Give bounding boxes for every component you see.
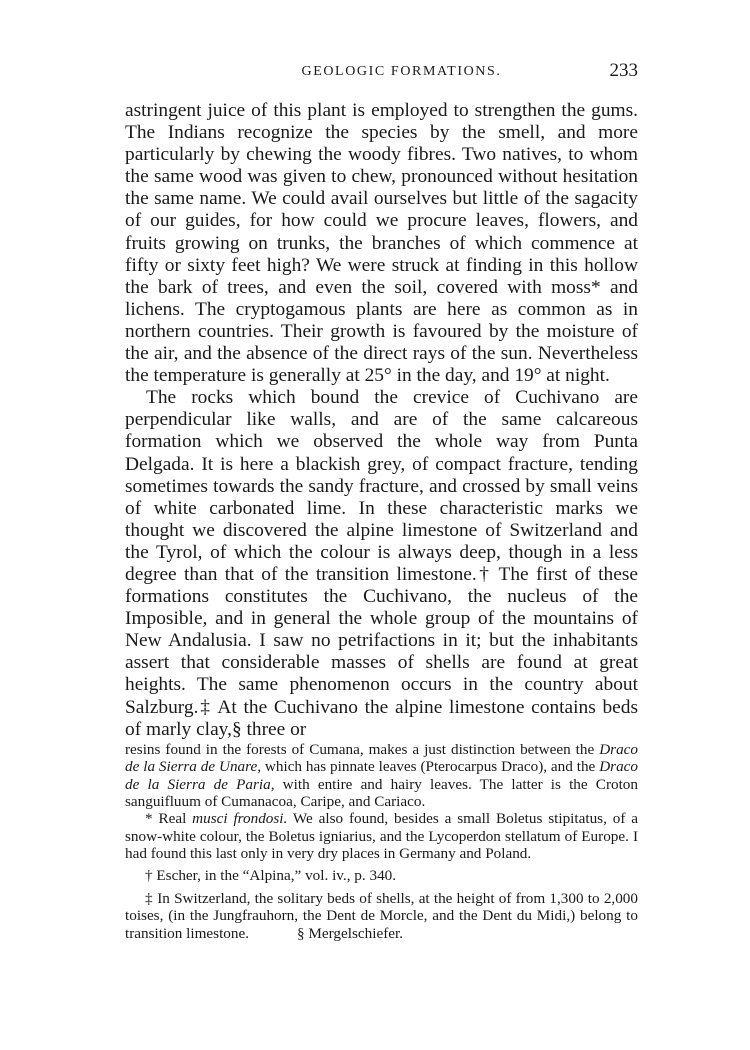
footnote-text: which has pinnate leaves (Pterocarpus Draco), and the — [261, 758, 600, 776]
footnote-section: § Mergelschiefer. — [297, 924, 404, 942]
footnote-italic: Draco de la Sierra de Unare, — [125, 740, 638, 776]
running-head — [125, 60, 638, 86]
footnote-double-dagger — [125, 890, 638, 942]
page-number: 233 — [609, 60, 638, 81]
footnote-marker: * Real — [145, 810, 193, 828]
footnote-continued — [125, 741, 638, 811]
footnote-text: with entire and hairy leaves. The latter is the Croton sanguifluum of Cumanacoa, Caripe, and Cariaco. — [125, 775, 638, 810]
footnote-dagger: † Escher, in the “Alpina,” vol. iv., p. 340. — [145, 866, 397, 884]
footnote-text: resins found in the forests of Cumana, makes a just distinction between the — [125, 740, 600, 758]
footnote-text: We also found, besides a small Boletus stipitatus, of a snow-white colour, the Boletus igniarius, and the Lycoperdon stellatum of Europe. I had found this last only in very dry places in Germany and Poland. — [125, 810, 638, 863]
footnote-italic: Draco de la Sierra de Paria, — [125, 758, 638, 793]
book-page — [125, 60, 638, 942]
running-title: GEOLOGIC FORMATIONS. — [301, 64, 502, 79]
paragraph: astringent juice of this plant is employed to strengthen the gums. The Indians recognize the species by the smell, and more particularly by chewing the woody fibres. Two natives, to whom the same wood was given to chew, pronounced without hesitation the same name. We could avail ourselves but little of the sagacity of our guides, for how could we procure leaves, flowers, and fruits growing on trunks, the branches of which commence at fifty or sixty feet high? We were struck at finding in this hollow the bark of trees, and even the soil, covered with moss* and lichens. The cryptogamous plants are here as common as in northern countries. Their growth is favoured by the moisture of the air, and the absence of the direct rays of the sun. Nevertheless the temperature is generally at 25° in the day, and 19° at night. — [125, 100, 638, 387]
footnote-italic: musci frondosi. — [192, 810, 288, 828]
body-text — [125, 100, 638, 741]
footnotes — [125, 741, 638, 942]
footnote-text: ‡ In Switzerland, the solitary beds of shells, at the height of from 1,300 to 2,000 toises, (in the Jungfrauhorn, the Dent de Morcle, and the Dent du Midi,) belong to transition limestone. — [125, 889, 638, 942]
paragraph: The rocks which bound the crevice of Cuchivano are perpendicular like walls, and are of the same calcareous formation which we observed the whole way from Punta Delgada. It is here a blackish grey, of compact fracture, tending sometimes towards the sandy fracture, and crossed by small veins of white carbonated lime. In these characteristic marks we thought we discovered the alpine limestone of Switzerland and the Tyrol, of which the colour is always deep, though in a less degree than that of the transition limestone.† The first of these formations constitutes the Cuchivano, the nucleus of the Imposible, and in general the whole group of the mountains of New Andalusia. I saw no petrifactions in it; but the inhabitants assert that considerable masses of shells are found at great heights. The same phenomenon occurs in the country about Salzburg.‡ At the Cuchivano the alpine limestone contains beds of marly clay,§ three or — [125, 387, 638, 740]
footnote-star — [125, 810, 638, 862]
